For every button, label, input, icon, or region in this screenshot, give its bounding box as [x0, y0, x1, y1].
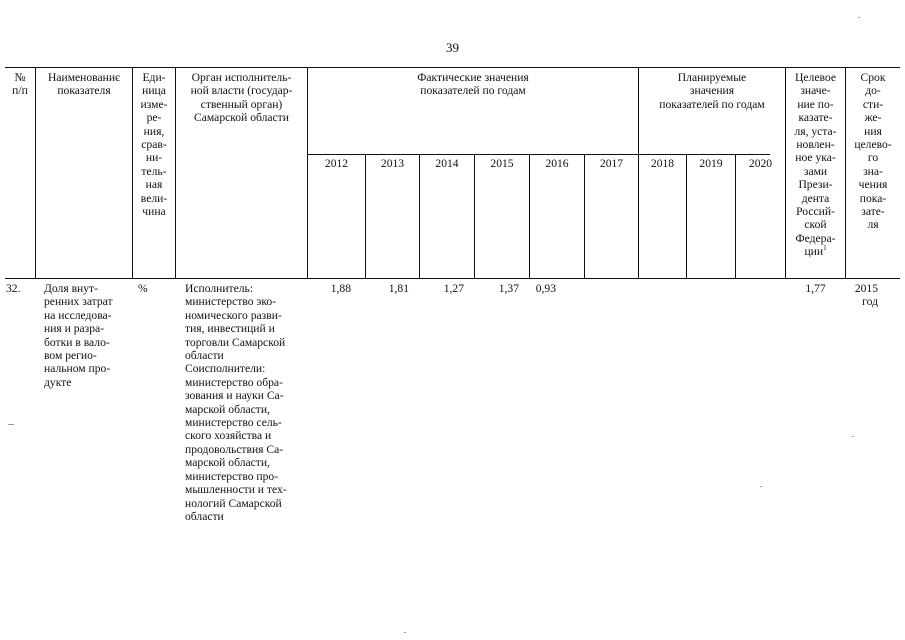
year-2012: 2012 [324, 157, 349, 170]
col-divider [686, 154, 687, 278]
header-deadline: Срок до- сти- же- ния целево- го зна- чения пока- зате- ля [854, 71, 892, 232]
year-2018: 2018 [650, 157, 675, 170]
header-unit: Еди- ница изме- ре- ния, срав- ни- тель- ная вели- чина [140, 71, 168, 219]
table-top-border [5, 67, 900, 68]
row-number: 32. [6, 282, 21, 295]
header-target-value [786, 71, 845, 259]
col-divider [529, 154, 530, 278]
page-number: 39 [446, 40, 459, 55]
year-2017: 2017 [599, 157, 624, 170]
col-divider [419, 154, 420, 278]
scan-speck [8, 424, 14, 425]
year-2020: 2020 [748, 157, 773, 170]
row-indicator-name: Доля внут- ренних затрат на исследова- ния и разра- ботки в вало- вом регио- нальном про- дукте [44, 282, 113, 389]
value-2012: 1,88 [330, 282, 351, 295]
header-executive-body: Орган исполнитель- ной власти (государ- ственный орган) Самарской области [190, 71, 293, 125]
header-target-text: Целевое значе- ние по- казате- ля, уста- новлен- ное ука- зами Прези- дента Россий- ской Федера- ции [794, 71, 837, 259]
value-2016: 0,93 [535, 282, 556, 295]
col-divider [474, 154, 475, 278]
col-divider [307, 67, 308, 278]
footnote-marker: 1 [823, 244, 827, 253]
year-2019: 2019 [699, 157, 723, 170]
scan-speck [404, 632, 406, 633]
value-2015: 1,37 [498, 282, 519, 295]
col-divider [584, 154, 585, 278]
years-header-border [307, 154, 770, 155]
row-target-value: 1,77 [805, 282, 826, 295]
scan-speck [852, 436, 854, 437]
value-2014: 1,27 [443, 282, 464, 295]
row-deadline: 2015 год [854, 282, 878, 309]
header-indicator-name: Наименованиє показателя [47, 71, 121, 98]
col-divider [35, 67, 36, 278]
year-2016: 2016 [545, 157, 569, 170]
header-actual-values: Фактические значения показателей по годам [417, 71, 529, 98]
scan-speck [760, 486, 762, 487]
row-executive-body: Исполнитель: министерство эко- номического разви- тия, инвестиций и торговли Самарской области Соисполнители: министерство обра- зования и науки Са- марской области, министерство сель- ского хозяйства и продовольствия Са- марской области, министерство про- мышленности и тех- нологий Самарской области [185, 282, 287, 523]
header-planned-values: Планируемые значения показателей по годам [659, 71, 765, 111]
year-2013: 2013 [380, 157, 405, 170]
year-2014: 2014 [435, 157, 459, 170]
year-2015: 2015 [490, 157, 514, 170]
header-bottom-border [5, 278, 900, 279]
header-number: № п/п [12, 71, 28, 98]
scan-speck [858, 17, 860, 18]
col-divider [735, 154, 736, 278]
row-unit: % [138, 282, 148, 295]
col-divider [365, 154, 366, 278]
value-2013: 1,81 [388, 282, 409, 295]
